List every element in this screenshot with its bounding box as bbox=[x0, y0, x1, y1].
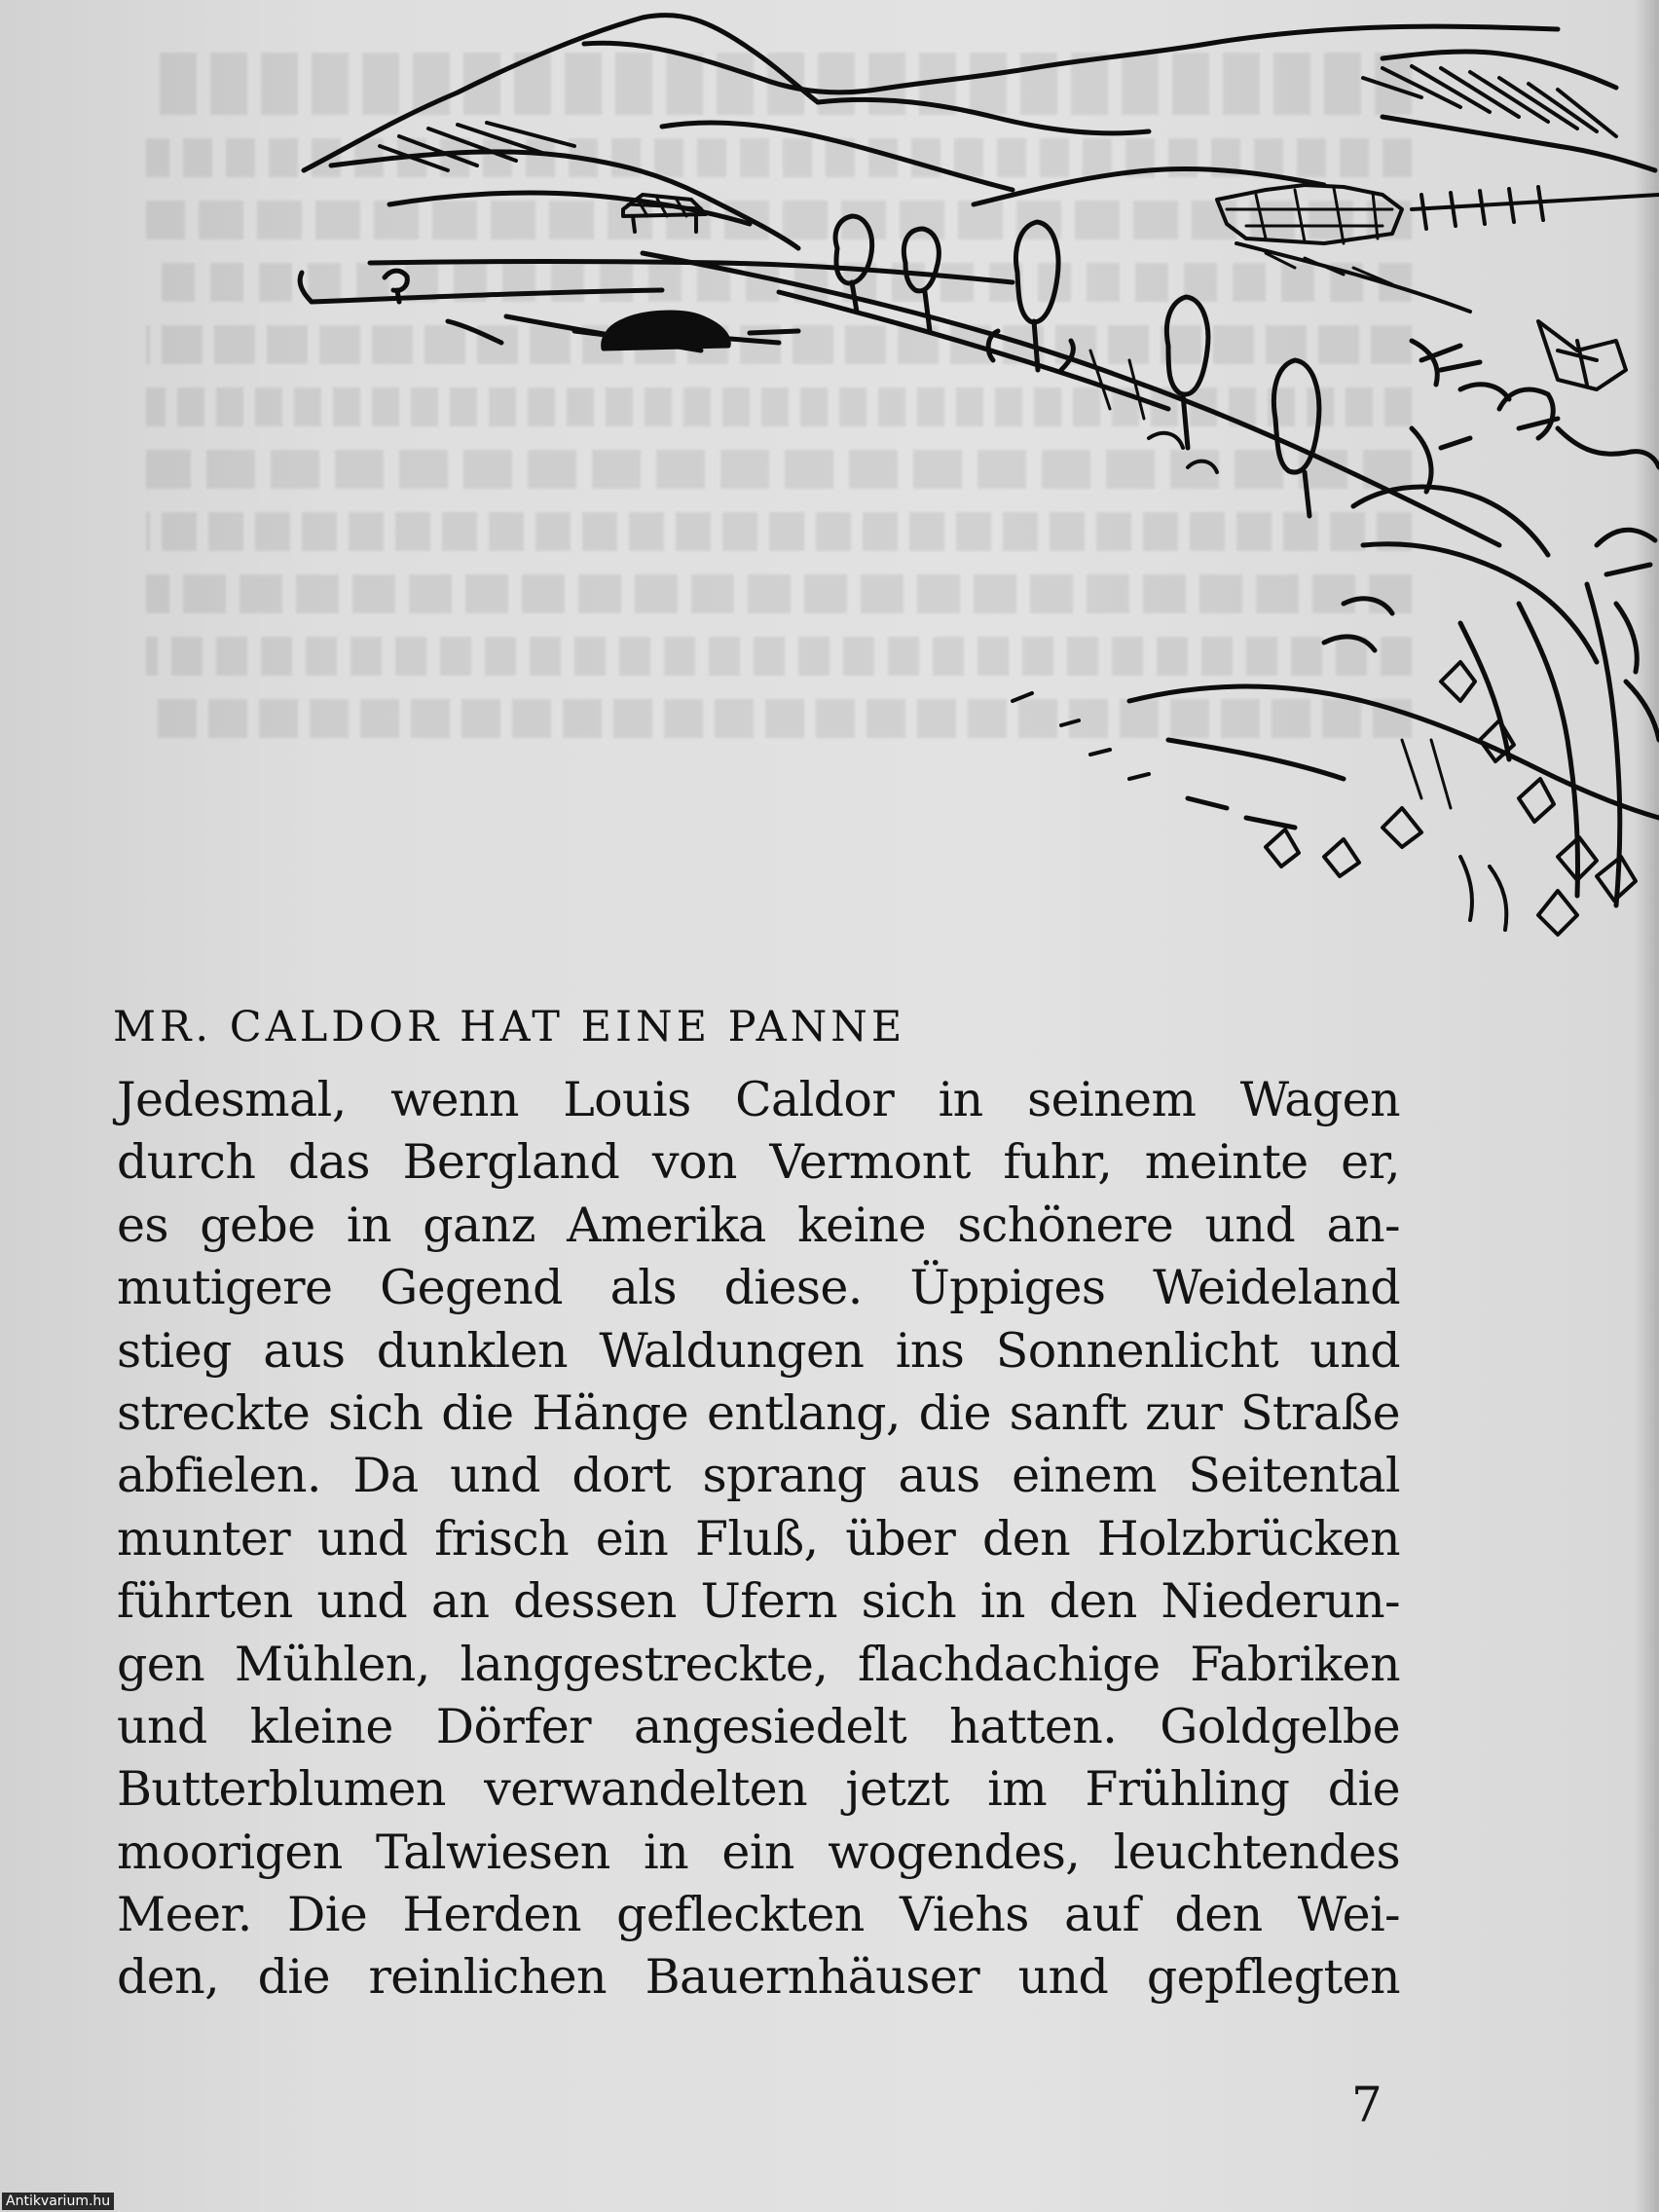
watermark: Antikvarium.hu bbox=[2, 2193, 114, 2210]
page-number: 7 bbox=[1351, 2077, 1382, 2133]
body-line: abfielen. Da und dort sprang aus einem Seitental bbox=[117, 1448, 1400, 1504]
chapter-title: MR. CALDOR HAT EINE PANNE bbox=[113, 1003, 906, 1051]
body-line: den, die reinlichen Bauernhäuser und gepflegten bbox=[117, 1949, 1400, 2006]
body-line: durch das Bergland von Vermont fuhr, meinte er, bbox=[117, 1134, 1400, 1191]
page-edge-shadow bbox=[1634, 0, 1659, 2212]
body-line: führten und an dessen Ufern sich in den Niederun- bbox=[117, 1573, 1400, 1630]
body-line: Jedesmal, wenn Louis Caldor in seinem Wagen bbox=[117, 1072, 1400, 1127]
landscape-sketch-illustration bbox=[292, 0, 1659, 964]
body-line: streckte sich die Hänge entlang, die sanft zur Straße bbox=[117, 1384, 1400, 1441]
body-line: munter und frisch ein Fluß, über den Holzbrücken bbox=[117, 1510, 1400, 1567]
body-line: und kleine Dörfer angesiedelt hatten. Goldgelbe bbox=[117, 1698, 1400, 1754]
body-line: Meer. Die Herden gefleckten Viehs auf den Wei- bbox=[117, 1887, 1400, 1943]
body-line: stieg aus dunklen Waldungen ins Sonnenlicht und bbox=[117, 1322, 1400, 1379]
body-line: Butterblumen verwandelten jetzt im Frühling die bbox=[117, 1761, 1400, 1818]
body-line: es gebe in ganz Amerika keine schönere und an- bbox=[117, 1197, 1400, 1253]
body-line: mutigere Gegend als diese. Üppiges Weideland bbox=[117, 1260, 1400, 1316]
body-line: gen Mühlen, langgestreckte, flachdachige Fabriken bbox=[117, 1636, 1400, 1692]
body-text bbox=[117, 1069, 1400, 2009]
body-line: moorigen Talwiesen in ein wogendes, leuchtendes bbox=[117, 1824, 1400, 1880]
